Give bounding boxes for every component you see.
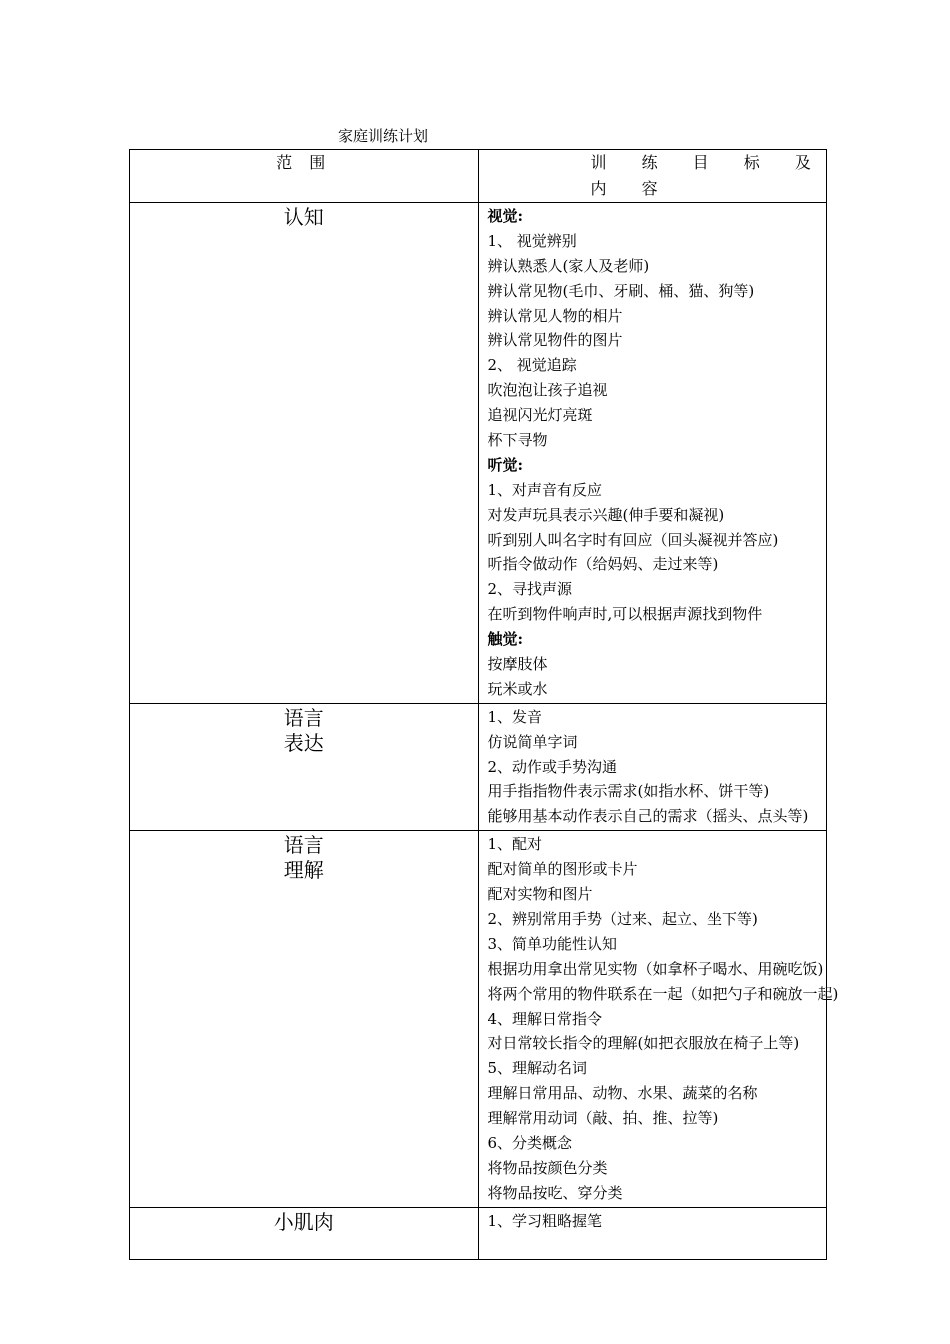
list-item: 对发声玩具表示兴趣(伸手要和凝视) [487, 505, 725, 524]
list-item: 辨认常见物(毛巾、牙刷、桶、猫、狗等) [487, 281, 755, 300]
header-category: 范 围 [130, 150, 479, 203]
header-content: 训 练 目 标 及 内 容 [478, 150, 827, 203]
category-label: 小肌肉 [273, 1209, 334, 1234]
list-item: 仿说简单字词 [487, 732, 578, 751]
section-category [130, 203, 479, 704]
table-header-row [130, 150, 827, 203]
list-item: 杯下寻物 [487, 431, 548, 450]
list-item: 吹泡泡让孩子追视 [487, 381, 608, 400]
training-plan-table [129, 149, 839, 1260]
subsection-heading: 视觉: [487, 207, 524, 225]
list-item: 用手指指物件表示需求(如指水杯、饼干等) [487, 782, 770, 801]
section-content [478, 203, 827, 704]
document-title: 家庭训练计划 [338, 127, 429, 145]
list-item: 1、学习粗略握笔 [487, 1211, 603, 1230]
list-item: 1、 视觉辨别 [487, 231, 577, 250]
section-content [478, 1207, 827, 1260]
list-item: 配对简单的图形或卡片 [487, 860, 638, 879]
list-item: 按摩肢体 [487, 655, 548, 674]
list-item: 1、对声音有反应 [487, 480, 603, 499]
table-row [130, 831, 827, 1207]
list-item: 辨认常见物件的图片 [487, 331, 623, 350]
list-item: 配对实物和图片 [487, 885, 593, 904]
list-item: 2、动作或手势沟通 [487, 757, 618, 776]
subsection-heading: 听觉: [487, 455, 524, 474]
list-item: 将物品按颜色分类 [487, 1158, 608, 1177]
category-label: 语言理解 [283, 833, 324, 883]
list-item: 5、理解动名词 [487, 1059, 588, 1078]
list-item: 1、配对 [487, 835, 543, 854]
list-item: 能够用基本动作表示自己的需求（摇头、点头等) [487, 807, 809, 826]
table-row [130, 703, 827, 830]
list-item: 理解日常用品、动物、水果、蔬菜的名称 [487, 1084, 758, 1103]
list-item: 4、理解日常指令 [487, 1009, 603, 1028]
section-category [130, 1207, 479, 1260]
list-item: 2、 视觉追踪 [487, 356, 577, 375]
section-category [130, 703, 479, 830]
list-item: 玩米或水 [487, 679, 548, 698]
list-item: 2、寻找声源 [487, 580, 573, 599]
list-item: 追视闪光灯亮斑 [487, 406, 593, 425]
list-item: 辨认常见人物的相片 [487, 306, 623, 325]
list-item: 对日常较长指令的理解(如把衣服放在椅子上等) [487, 1034, 800, 1053]
section-content [478, 703, 827, 830]
list-item: 2、辨别常用手势（过来、起立、坐下等) [487, 909, 758, 928]
list-item: 根据功用拿出常见实物（如拿杯子喝水、用碗吃饭) [487, 959, 824, 978]
list-item: 在听到物件响声时,可以根据声源找到物件 [487, 605, 763, 624]
list-item: 听指令做动作（给妈妈、走过来等) [487, 555, 719, 574]
list-item: 3、简单功能性认知 [487, 934, 618, 953]
category-label: 认知 [283, 205, 324, 229]
list-item: 听到别人叫名字时有回应（回头凝视并答应) [487, 530, 779, 549]
list-item: 将物品按吃、穿分类 [487, 1183, 623, 1202]
table-row [130, 1207, 827, 1260]
category-label: 语言表达 [283, 705, 324, 755]
list-item [488, 1234, 827, 1259]
list-item: 辨认熟悉人(家人及老师) [487, 256, 650, 275]
list-item: 理解常用动词（敲、拍、推、拉等) [487, 1109, 719, 1128]
subsection-heading: 触觉: [487, 630, 524, 649]
list-item: 将两个常用的物件联系在一起（如把勺子和碗放一起) [487, 984, 839, 1003]
table-row [130, 203, 827, 704]
section-content [478, 831, 839, 1207]
list-item: 6、分类概念 [487, 1133, 573, 1152]
section-category [130, 831, 479, 1207]
list-item: 1、发音 [487, 707, 543, 726]
